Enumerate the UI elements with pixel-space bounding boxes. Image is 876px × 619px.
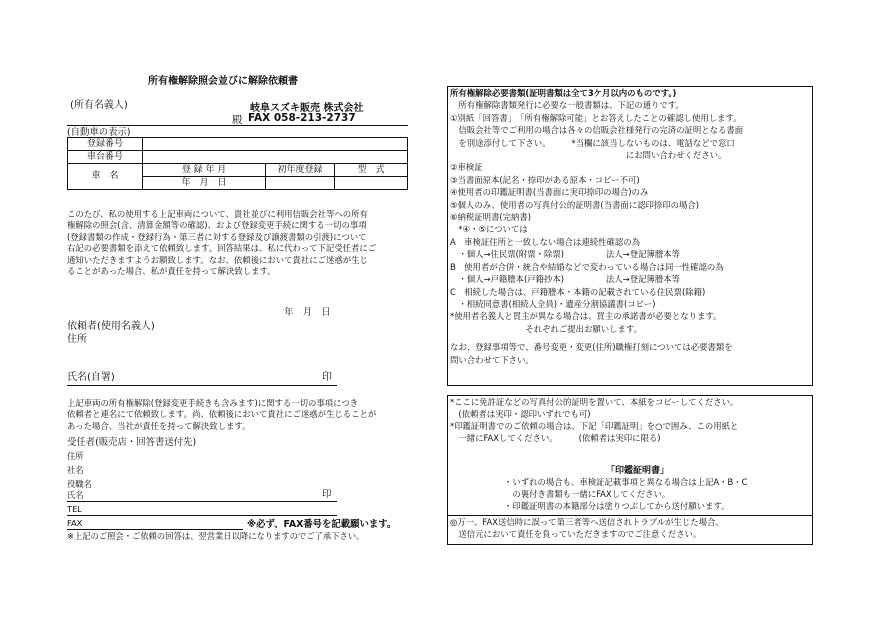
seal-cert-line: の裏付き書類も一緒にFAXしてください。 (504, 489, 671, 499)
fax-disclaimer (450, 516, 812, 540)
disclaimer-line: 送信元において責任を負っていただきますのでご注意ください。 (450, 529, 702, 539)
doc-line: ・相続同意書(相続人全員)・遺産分割協議書(コピー) (450, 298, 656, 309)
disclaimer-line: ◎万一、FAX送信時に誤って第三者等へ送信されトラブルが生じた場合、 (450, 517, 724, 527)
doc-line: ①別紙「回答書」 「所有権解除可能」とお答えしたことの確認し使用します。 (450, 112, 742, 123)
doc-line: 問い合わせて下さい。 (450, 354, 534, 365)
doc-line: 信販会社等でご利用の場合は各々の信販会社様発行の完済の証明となる書面 (450, 125, 744, 136)
delegate-line: 上記車両の所有権解除(登録変更手続きも含みます)に関する一切の事項につき (67, 398, 359, 408)
doc-line: 所有権解除書類発行に必要な一般書類は、下記の通りです。 (450, 100, 684, 111)
requester-label: 依頼者(使用名義人) (67, 321, 155, 332)
delegate-name-label: 氏名 (67, 490, 84, 500)
delegate-paragraph (67, 398, 427, 432)
reg-year-label: 登 録 年 月 (143, 164, 266, 177)
request-date: 年 月 日 (284, 307, 331, 318)
doc-line: それぞれご提出お願いします。 (450, 323, 642, 334)
reply-footnote: ※上記のご照会・ご依頼の回答は、翌営業日以降になりますのでご了承下さい。 (67, 531, 365, 541)
request-line: (登録書類の作成・登録行為・第三者に対する登録及び譲渡書類の引渡)について (67, 231, 367, 242)
request-line: ることがあった場合、私が責任を持って解決致します。 (67, 266, 276, 277)
delegate-label: 受任者(販売店・回答書送付先) (67, 437, 197, 448)
note-line: 一緒にFAXしてください。 (依頼者は実印に限る) (450, 433, 661, 443)
reg-no-label: 登録番号 (68, 138, 143, 151)
request-line: 右記の必要書類を添えて依頼致します。回答結果は、私に代わって下記受任者にご (67, 243, 377, 254)
note-line: *ここに免許証などの写真付公的証明を置いて、本紙をコピーしてください。 (450, 397, 739, 407)
chassis-no-field[interactable] (143, 151, 408, 164)
requester-seal: 印 (322, 372, 332, 383)
doc-line: *④・⑤については (450, 224, 528, 235)
owner-company: 岐阜スズキ販売 株式会社 (250, 103, 364, 114)
doc-line: を別途添付して下さい。 *当欄に該当しないものは、電話などで窓口 (450, 137, 735, 148)
delegate-line: 依頼者と連名にて依頼致します。尚、依頼後において貴社にご迷惑が生じることが (67, 409, 377, 420)
doc-line: にお問い合わせください。 (450, 150, 727, 161)
note-line: *印鑑証明書でのご依頼の場合は、下記「印鑑証明」を○で囲み、この用紙と (450, 421, 739, 431)
request-line: 通知いただきますようお願致します。なお、依頼後において貴社にご迷惑が生じ (67, 254, 368, 265)
requester-name-label: 氏名(自署) (67, 372, 115, 383)
requester-address-label: 住所 (67, 334, 87, 345)
first-reg-field[interactable] (266, 177, 335, 190)
delegate-company-label: 社名 (67, 465, 84, 475)
delegate-tel-label: TEL (67, 504, 82, 514)
notes-text (450, 396, 812, 444)
doc-line: *使用者名義人と買主が異なる場合は、買主の承諾書が必要となります。 (450, 311, 722, 322)
delegate-seal: 印 (322, 489, 332, 500)
first-reg-label: 初年度登録 (266, 164, 335, 177)
delegate-line: あった場合、当社が責任を持って解決致します。 (67, 420, 251, 431)
request-line: 権解除の照会(含、清算金額等の確認)、および登録変更手続に関する一切の事項 (67, 220, 367, 231)
note-line: (依頼者は実印・認印いずれでも可) (450, 409, 591, 419)
required-docs-text (450, 87, 812, 366)
delegate-address-label: 住所 (67, 451, 84, 461)
delegate-title-label: 役職名 (67, 479, 92, 489)
model-field[interactable] (335, 177, 408, 190)
doc-line: なお、登録事項等で、番号変更・変更(住所)職権打刻については必要書類を (450, 342, 733, 353)
doc-line: ⑥納税証明書(完納書) (450, 212, 532, 223)
page-title: 所有権解除照会並びに解除依頼書 (148, 76, 298, 87)
owner-fax-prefix: 殿 (232, 114, 243, 126)
seal-cert-line: ・いずれの場合も、車検証記載事項と異なる場合は上記A・B・C (504, 477, 748, 487)
owner-fax: FAX 058-213-2737 (248, 112, 356, 124)
chassis-no-label: 車台番号 (68, 151, 143, 164)
doc-line: B 使用者が合併・統合や結婚などで変わっている場合は同一性確認の為 (450, 261, 724, 272)
model-label: 型 式 (335, 164, 408, 177)
reg-date-field[interactable]: 年 月 日 (143, 177, 266, 190)
doc-line: A 車検証住所と一致しない場合は連続性確認の為 (450, 236, 640, 247)
delegate-fax-label: FAX (67, 518, 83, 528)
request-line: このたび、私の使用する上記車両について、貴社並びに利用信販会社等への所有 (67, 209, 368, 219)
doc-line: ・個人→戸籍謄本(戸籍抄本) 法人→登記簿謄本等 (450, 274, 680, 285)
car-name-label: 車 名 (68, 164, 143, 190)
reg-no-field[interactable] (143, 138, 408, 151)
doc-line: ・個人→住民票(附票・除票) 法人→登記簿謄本等 (450, 249, 680, 260)
doc-line: ③当書面原本(記名・捺印がある原本・コピー不可) (450, 174, 640, 185)
doc-line: ④使用者の印鑑証明書(当書面に実印捺印の場合)のみ (450, 187, 649, 198)
doc-line: ②車検証 (450, 162, 483, 173)
vehicle-section-label: (自動車の表示) (67, 127, 131, 138)
owner-label: (所有名義人) (70, 100, 128, 111)
fax-required-note: ※必ず、FAX番号を記載願います。 (247, 519, 397, 530)
seal-cert-line: ・印鑑証明書の本籍部分は塗りつぶしてから送付願います。 (504, 501, 730, 511)
doc-line: C 相続した場合は、戸籍謄本・本籍の記載されている住民票(除籍) (450, 286, 706, 297)
seal-cert-title: 「印鑑証明書」 (606, 466, 670, 476)
doc-line: 所有権解除必要書類(証明書類は全て3ケ月以内のものです。) (450, 88, 677, 98)
seal-cert-text (504, 476, 809, 512)
vehicle-table (67, 137, 408, 190)
doc-line: ⑤個人のみ、使用者の写真付公的証明書(当書面に認印捺印の場合) (450, 199, 700, 210)
request-paragraph (67, 209, 417, 277)
